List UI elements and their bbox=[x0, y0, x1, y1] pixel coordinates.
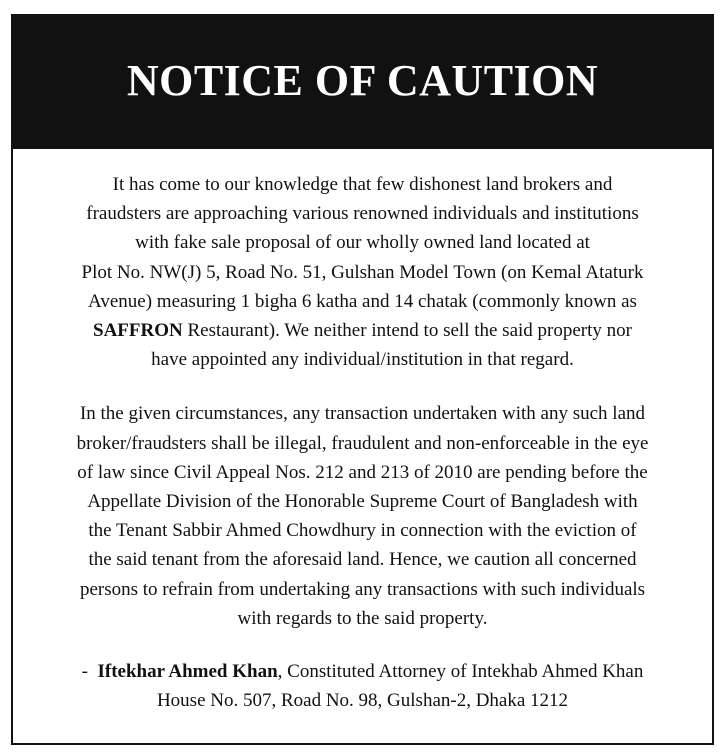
paragraph-line: have appointed any individual/institution in that regard. bbox=[151, 349, 574, 371]
notice-title: NOTICE OF CAUTION bbox=[126, 56, 599, 105]
restaurant-name: SAFFRON bbox=[93, 320, 183, 342]
paragraph-1 bbox=[13, 170, 712, 374]
paragraph-line: Plot No. NW(J) 5, Road No. 51, Gulshan Model Town (on Kemal Ataturk bbox=[81, 261, 644, 283]
paragraph-line: It has come to our knowledge that few dishonest land brokers and bbox=[112, 174, 613, 195]
paragraph-2 bbox=[13, 399, 712, 633]
paragraph-line-rest: Restaurant). We neither intend to sell the said property nor bbox=[182, 320, 632, 342]
paragraph-line: the said tenant from the aforesaid land. Hence, we caution all concerned bbox=[88, 549, 637, 571]
signatory-title: , Constituted Attorney of Intekhab Ahmed Khan bbox=[277, 661, 644, 683]
paragraph-line: In the given circumstances, any transaction undertaken with any such land bbox=[79, 403, 646, 425]
signatory-address: House No. 507, Road No. 98, Gulshan-2, Dhaka 1212 bbox=[156, 690, 569, 712]
notice-body bbox=[13, 170, 712, 715]
paragraph-line: with fake sale proposal of our wholly owned land located at bbox=[135, 232, 590, 254]
notice-box bbox=[11, 14, 714, 745]
signatory-name: Iftekhar Ahmed Khan bbox=[97, 661, 278, 683]
paragraph-line: the Tenant Sabbir Ahmed Chowdhury in connection with the eviction of bbox=[88, 520, 637, 542]
paragraph-line: persons to refrain from undertaking any transactions with such individuals bbox=[79, 578, 646, 600]
signature-dash: - bbox=[81, 661, 98, 683]
signature-line bbox=[13, 657, 712, 686]
title-banner bbox=[13, 16, 712, 149]
paragraph-line: broker/fraudsters shall be illegal, fraudulent and non-enforceable in the eye bbox=[76, 432, 649, 454]
paragraph-line: fraudsters are approaching various renowned individuals and institutions bbox=[86, 203, 639, 225]
paragraph-line: Appellate Division of the Honorable Supreme Court of Bangladesh with bbox=[87, 491, 638, 513]
paragraph-line: of law since Civil Appeal Nos. 212 and 213 of 2010 are pending before the bbox=[77, 461, 648, 483]
paragraph-line bbox=[13, 316, 712, 345]
signature-block bbox=[13, 657, 712, 715]
paragraph-line: with regards to the said property. bbox=[237, 607, 488, 629]
paragraph-line: Avenue) measuring 1 bigha 6 katha and 14 chatak (commonly known as bbox=[88, 290, 637, 312]
